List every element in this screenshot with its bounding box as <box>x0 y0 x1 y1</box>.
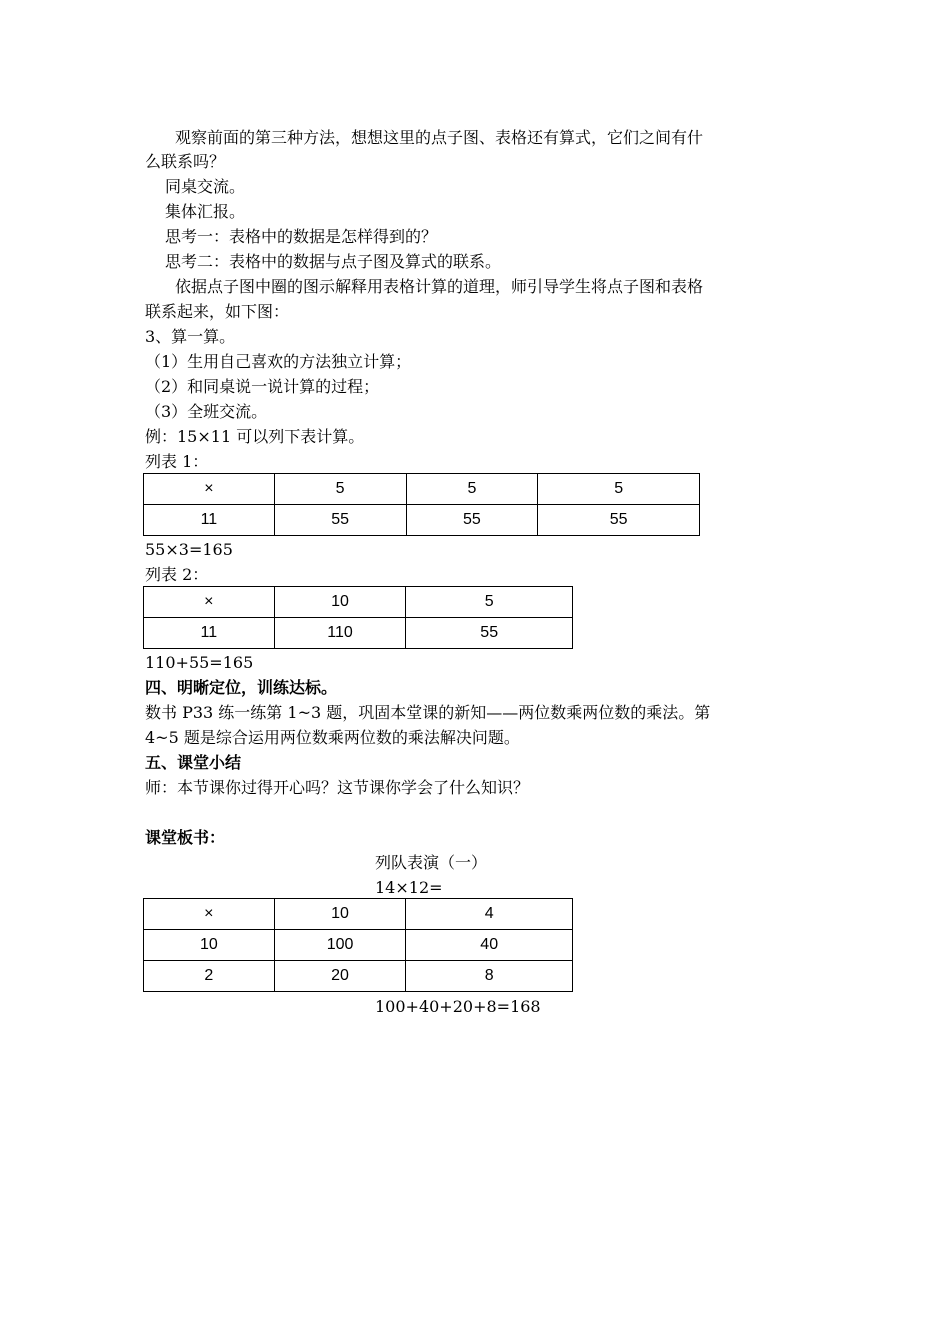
paragraph-step-3: （3）全班交流。 <box>145 402 268 421</box>
section-heading-five: 五、课堂小结 <box>145 753 242 772</box>
table-cell: 10 <box>144 930 275 961</box>
paragraph-observe-line2: 么联系吗？ <box>145 152 226 171</box>
table-cell: × <box>144 474 275 505</box>
table-cell: 10 <box>274 899 406 930</box>
table-row <box>144 930 573 961</box>
table-cell: 55 <box>538 505 700 536</box>
table-cell: 55 <box>406 505 538 536</box>
table2-caption: 列表 2： <box>145 565 209 584</box>
table-cell: 5 <box>406 587 573 618</box>
table-cell: 55 <box>406 618 573 649</box>
table-cell: × <box>144 899 275 930</box>
table-cell: 8 <box>406 961 573 992</box>
table-cell: 20 <box>274 961 406 992</box>
table-cell: 5 <box>406 474 538 505</box>
table1-result: 55×3=165 <box>145 540 233 559</box>
table-cell: 40 <box>406 930 573 961</box>
table-cell: 2 <box>144 961 275 992</box>
paragraph-deskmate: 同桌交流。 <box>165 177 246 196</box>
table-cell: 55 <box>274 505 406 536</box>
table-cell: 11 <box>144 618 275 649</box>
table-cell: 4 <box>406 899 573 930</box>
table-2 <box>143 586 573 649</box>
table-cell: 5 <box>538 474 700 505</box>
table-row <box>144 587 573 618</box>
paragraph-explain-line1: 依据点子图中圈的图示解释用表格计算的道理，师引导学生将点子图和表格 <box>175 277 704 296</box>
table-cell: 10 <box>274 587 406 618</box>
table-1 <box>143 473 700 536</box>
paragraph-explain-line2: 联系起来，如下图： <box>145 302 290 321</box>
paragraph-calc-heading: 3、算一算。 <box>145 327 236 346</box>
board-result: 100+40+20+8=168 <box>375 997 541 1016</box>
paragraph-exercises-line2: 4~5 题是综合运用两位数乘两位数的乘法解决问题。 <box>145 728 520 747</box>
table-cell: 5 <box>274 474 406 505</box>
table-row <box>144 961 573 992</box>
board-title: 列队表演（一） <box>375 853 488 872</box>
table-cell: 110 <box>274 618 406 649</box>
paragraph-step-2: （2）和同桌说一说计算的过程； <box>145 377 380 396</box>
paragraph-report: 集体汇报。 <box>165 202 246 221</box>
section-heading-board: 课堂板书： <box>145 828 226 847</box>
table2-result: 110+55=165 <box>145 653 254 672</box>
table-row <box>144 899 573 930</box>
board-equation: 14×12= <box>375 878 443 897</box>
table1-caption: 列表 1： <box>145 452 209 471</box>
table-row <box>144 474 700 505</box>
paragraph-think-one: 思考一：表格中的数据是怎样得到的？ <box>165 227 438 246</box>
paragraph-think-two: 思考二：表格中的数据与点子图及算式的联系。 <box>165 252 502 271</box>
table-board <box>143 898 573 992</box>
table-cell: × <box>144 587 275 618</box>
table-cell: 11 <box>144 505 275 536</box>
table-row <box>144 505 700 536</box>
paragraph-example: 例：15×11 可以列下表计算。 <box>145 427 365 446</box>
table-row <box>144 618 573 649</box>
section-heading-four: 四、明晰定位，训练达标。 <box>145 678 338 697</box>
paragraph-summary: 师：本节课你过得开心吗？这节课你学会了什么知识？ <box>145 778 530 797</box>
paragraph-observe-line1: 观察前面的第三种方法，想想这里的点子图、表格还有算式，它们之间有什 <box>175 128 704 147</box>
paragraph-exercises-line1: 数书 P33 练一练第 1~3 题，巩固本堂课的新知——两位数乘两位数的乘法。第 <box>145 703 711 722</box>
paragraph-step-1: （1）生用自己喜欢的方法独立计算； <box>145 352 412 371</box>
table-cell: 100 <box>274 930 406 961</box>
